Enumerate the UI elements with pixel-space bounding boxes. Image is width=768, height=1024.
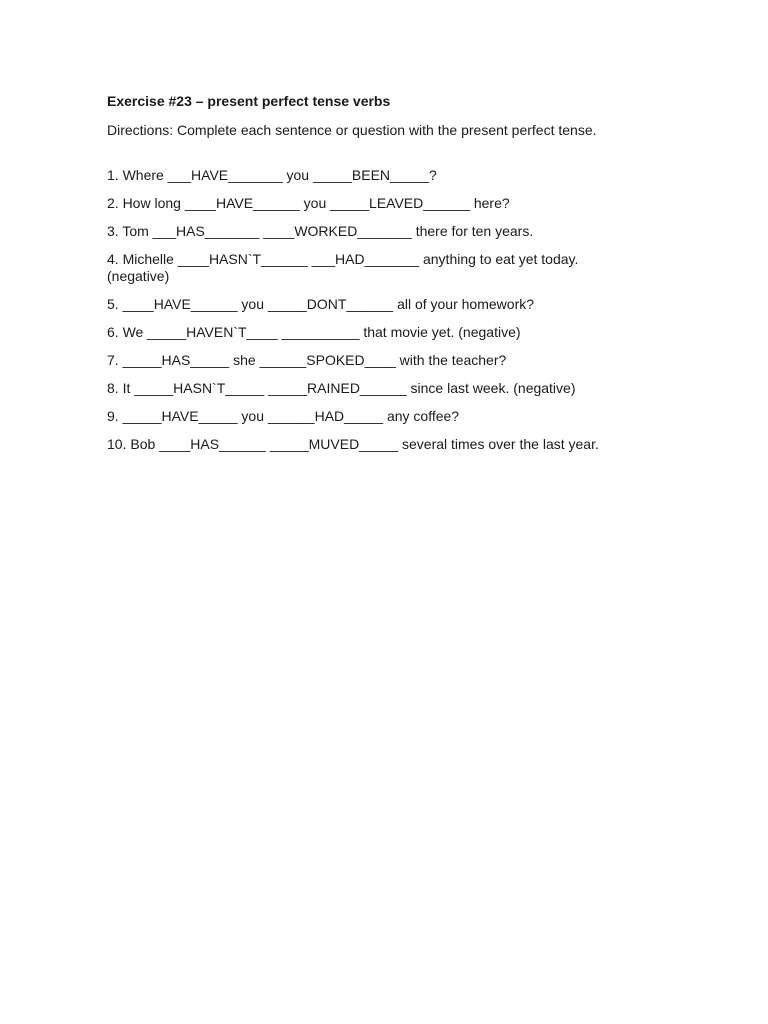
exercise-item — [107, 380, 727, 397]
exercise-item — [107, 324, 727, 341]
exercise-item — [107, 352, 727, 369]
exercise-title: Exercise #23 – present perfect tense verbs — [107, 93, 391, 109]
exercise-item-text: 3. Tom ___HAS_______ ____WORKED_______ there for ten years. — [107, 223, 534, 239]
exercise-item-text: 2. How long ____HAVE______ you _____LEAVED______ here? — [107, 195, 510, 211]
exercise-list — [107, 167, 727, 453]
exercise-item-continuation: (negative) — [107, 268, 170, 284]
exercise-item-text: 6. We _____HAVEN`T____ __________ that movie yet. (negative) — [107, 324, 521, 340]
worksheet-page — [107, 91, 727, 464]
exercise-item-text: 1. Where ___HAVE_______ you _____BEEN_____? — [107, 167, 437, 183]
exercise-item — [107, 436, 727, 453]
exercise-item — [107, 296, 727, 313]
exercise-item-text: 5. ____HAVE______ you _____DONT______ all of your homework? — [107, 296, 535, 312]
exercise-item — [107, 195, 727, 212]
exercise-item-text: 4. Michelle ____HASN`T______ ___HAD_______ anything to eat yet today. — [107, 251, 579, 267]
exercise-item-text: 8. It _____HASN`T_____ _____RAINED______ since last week. (negative) — [107, 380, 576, 396]
directions-text: Directions: Complete each sentence or question with the present perfect tense. — [107, 122, 597, 138]
exercise-item-text: 9. _____HAVE_____ you ______HAD_____ any coffee? — [107, 408, 460, 424]
exercise-item — [107, 223, 727, 240]
exercise-item-text: 10. Bob ____HAS______ _____MUVED_____ several times over the last year. — [107, 436, 599, 452]
exercise-item — [107, 408, 727, 425]
exercise-item — [107, 167, 727, 184]
exercise-item-text: 7. _____HAS_____ she ______SPOKED____ with the teacher? — [107, 352, 507, 368]
exercise-item — [107, 251, 727, 285]
